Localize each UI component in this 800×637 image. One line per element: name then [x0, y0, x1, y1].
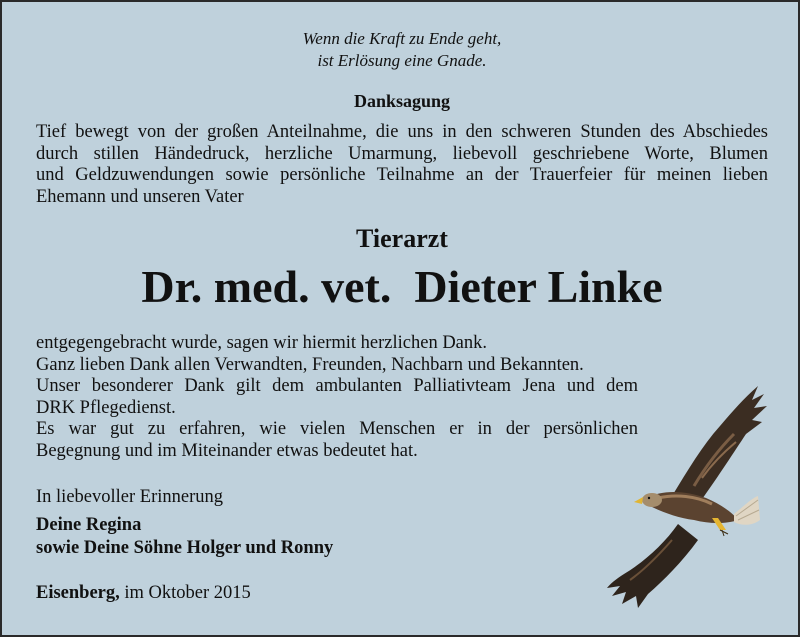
heading: Danksagung — [353, 91, 451, 111]
intro-line: Ehemann und unseren Vater — [36, 186, 244, 207]
signatory-2: sowie Deine Söhne Holger und Ronny — [36, 538, 334, 558]
motto-line-2: ist Erlösung eine Gnade. — [317, 51, 487, 70]
thanks-paragraph — [36, 333, 638, 462]
thanks-line: entgegengebracht wurde, sagen wir hiermit herzlichen Dank. — [36, 333, 488, 353]
eagle-icon — [602, 374, 772, 609]
signatory-1: Deine Regina — [36, 515, 142, 535]
intro-line: Tief bewegt von der großen Anteilnahme, die uns in den schweren Stunden des Abschiedes — [36, 122, 768, 142]
place-date — [36, 582, 251, 604]
intro-line: und Geldzuwendungen sowie persönliche Teilnahme an der Trauerfeier für meinen lieben — [36, 165, 768, 185]
date: im Oktober 2015 — [119, 583, 251, 603]
deceased-name: Dr. med. vet. Dieter Linke — [141, 261, 663, 312]
closing-line: In liebevoller Erinnerung — [36, 487, 223, 507]
motto-line-1: Wenn die Kraft zu Ende geht, — [302, 29, 502, 48]
thanks-line: Ganz lieben Dank allen Verwandten, Freunden, Nachbarn und Bekannten. — [36, 354, 584, 375]
thanks-line: Begegnung und im Miteinander etwas bedeutet hat. — [36, 440, 418, 461]
thanks-line: Es war gut zu erfahren, wie vielen Menschen er in der persönlichen — [36, 419, 638, 439]
thanks-line: DRK Pflegedienst. — [36, 397, 176, 418]
intro-paragraph — [36, 122, 768, 208]
intro-line: durch stillen Händedruck, herzliche Umarmung, liebevoll geschriebene Worte, Blumen — [36, 143, 768, 164]
profession: Tierarzt — [356, 224, 448, 253]
thanks-line: Unser besonderer Dank gilt dem ambulanten Palliativteam Jena und dem — [36, 376, 638, 396]
place: Eisenberg, — [36, 583, 120, 603]
